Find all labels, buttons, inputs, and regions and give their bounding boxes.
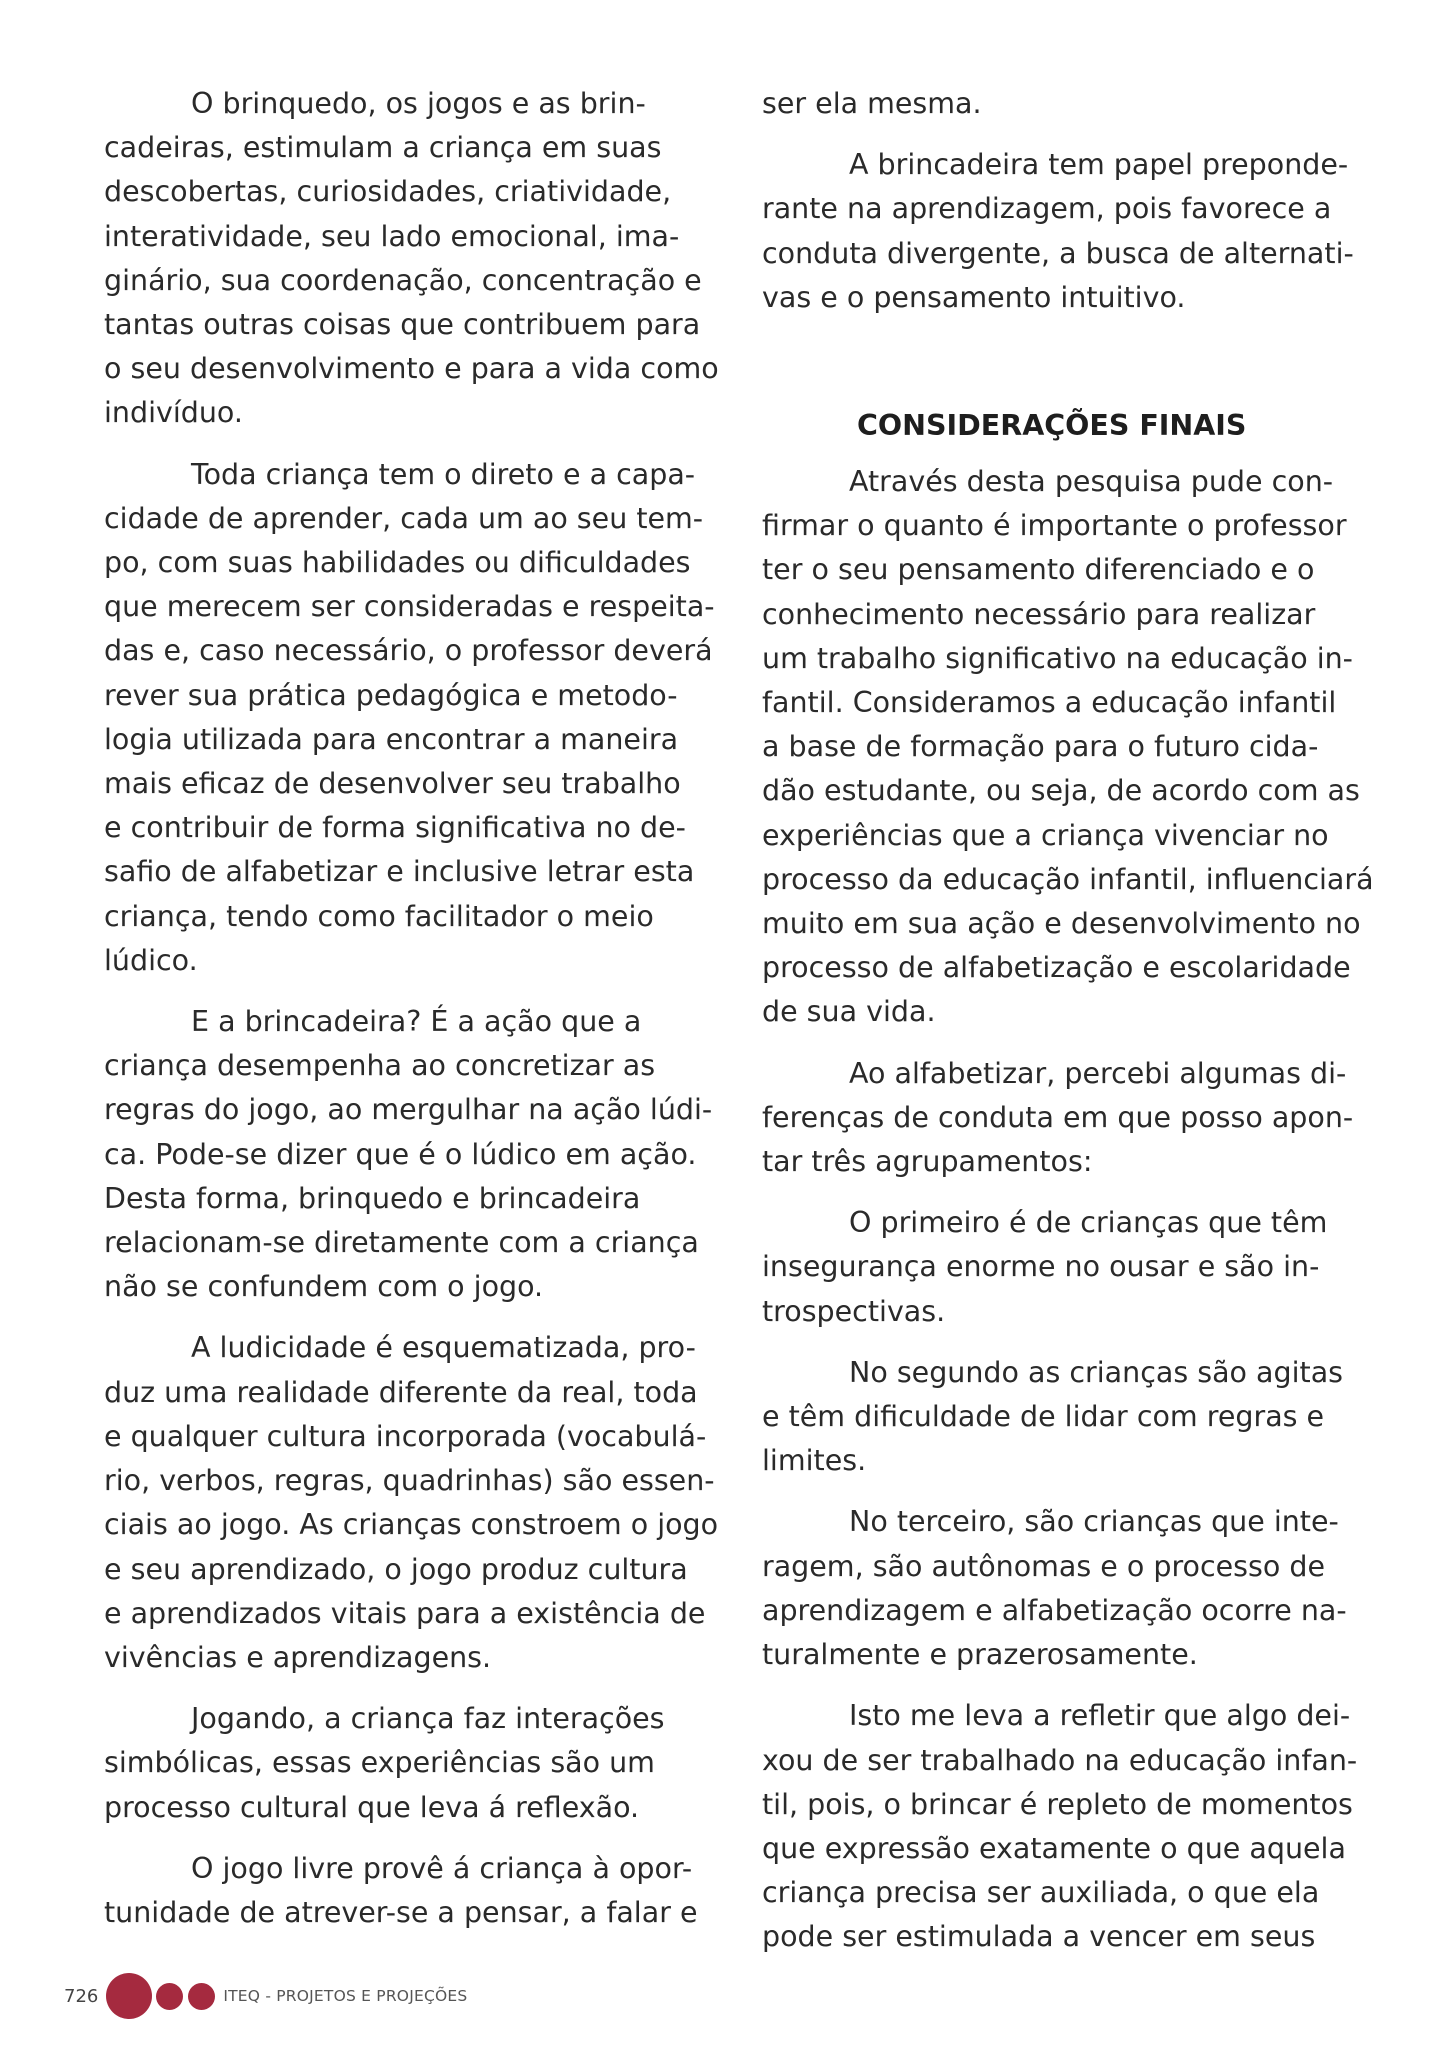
text-line: que expressão exatamente o que aquela bbox=[762, 1831, 1346, 1865]
text-line: indivíduo. bbox=[104, 396, 243, 430]
text-line: cidade de aprender, cada um ao seu tem- bbox=[104, 501, 704, 535]
text-line: a base de formação para o futuro cida- bbox=[762, 730, 1319, 764]
body-paragraph bbox=[762, 1500, 1362, 1677]
text-line: lúdico. bbox=[104, 943, 198, 977]
text-line: No segundo as crianças são agitas bbox=[849, 1355, 1344, 1389]
text-line: rante na aprendizagem, pois favorece a bbox=[762, 192, 1332, 226]
text-line: safio de alfabetizar e inclusive letrar esta bbox=[104, 855, 695, 889]
decorative-dot-small bbox=[188, 1983, 215, 2010]
text-line: O jogo livre provê á criança à opor- bbox=[191, 1851, 693, 1885]
text-line: interatividade, seu lado emocional, ima- bbox=[104, 219, 680, 253]
left-column bbox=[104, 82, 719, 1952]
text-line: aprendizagem e alfabetização ocorre na- bbox=[762, 1593, 1347, 1627]
text-line: processo de alfabetização e escolaridade bbox=[762, 951, 1351, 985]
text-line: dão estudante, ou seja, de acordo com as bbox=[762, 774, 1360, 808]
body-paragraph bbox=[762, 460, 1374, 1035]
text-line: criança, tendo como facilitador o meio bbox=[104, 899, 654, 933]
body-paragraph bbox=[104, 1697, 704, 1830]
text-line: insegurança enorme no ousar e são in- bbox=[762, 1250, 1320, 1284]
text-line: pode ser estimulada a vencer em seus bbox=[762, 1920, 1316, 1954]
text-line: cadeiras, estimulam a criança em suas bbox=[104, 131, 662, 165]
text-line: Toda criança tem o direto e a capa- bbox=[191, 457, 696, 491]
text-line: Jogando, a criança faz interações bbox=[191, 1702, 665, 1736]
text-line: ragem, são autônomas e o processo de bbox=[762, 1549, 1326, 1583]
right-column bbox=[762, 82, 1374, 1977]
body-paragraph bbox=[104, 1326, 719, 1680]
text-line: ginário, sua coordenação, concentração e bbox=[104, 263, 702, 297]
text-line: rever sua prática pedagógica e metodo- bbox=[104, 678, 678, 712]
text-line: processo cultural que leva á reflexão. bbox=[104, 1790, 640, 1824]
text-line: Desta forma, brinquedo e brincadeira bbox=[104, 1181, 641, 1215]
text-line: O brinquedo, os jogos e as brin- bbox=[191, 87, 646, 120]
text-line: A ludicidade é esquematizada, pro- bbox=[191, 1331, 696, 1365]
text-line: processo da educação infantil, influenciará bbox=[762, 862, 1374, 896]
body-paragraph bbox=[762, 1694, 1362, 1959]
text-line: til, pois, o brincar é repleto de momentos bbox=[762, 1787, 1353, 1821]
body-paragraph bbox=[104, 453, 715, 983]
text-line: trospectivas. bbox=[762, 1294, 946, 1328]
text-line: e aprendizados vitais para a existência de bbox=[104, 1596, 706, 1630]
text-line: No terceiro, são crianças que inte- bbox=[849, 1505, 1339, 1539]
text-line: mais eficaz de desenvolver seu trabalho bbox=[104, 767, 681, 801]
text-line: descobertas, curiosidades, criatividade, bbox=[104, 175, 672, 209]
text-line: xou de ser trabalhado na educação infan- bbox=[762, 1743, 1358, 1777]
text-line: vas e o pensamento intuitivo. bbox=[762, 280, 1186, 314]
text-line: E a brincadeira? É a ação que a bbox=[191, 1005, 642, 1039]
text-line: tantas outras coisas que contribuem para bbox=[104, 308, 701, 342]
text-line: um trabalho significativo na educação in- bbox=[762, 641, 1353, 675]
body-paragraph bbox=[762, 1052, 1362, 1185]
text-line: po, com suas habilidades ou dificuldades bbox=[104, 546, 691, 580]
text-line: ser ela mesma. bbox=[762, 87, 982, 120]
text-line: fantil. Consideramos a educação infantil bbox=[762, 686, 1337, 720]
text-line: simbólicas, essas experiências são um bbox=[104, 1746, 655, 1780]
text-line: criança precisa ser auxiliada, o que ela bbox=[762, 1876, 1320, 1910]
body-paragraph bbox=[104, 1000, 713, 1309]
text-line: experiências que a criança vivenciar no bbox=[762, 818, 1329, 852]
text-line: criança desempenha ao concretizar as bbox=[104, 1049, 656, 1083]
text-line: rio, verbos, regras, quadrinhas) são essen- bbox=[104, 1464, 715, 1498]
text-line: muito em sua ação e desenvolvimento no bbox=[762, 907, 1361, 941]
body-paragraph bbox=[104, 1847, 704, 1935]
text-line: o seu desenvolvimento e para a vida como bbox=[104, 352, 719, 386]
decorative-dot-small bbox=[156, 1983, 183, 2010]
text-line: turalmente e prazerosamente. bbox=[762, 1638, 1198, 1672]
body-paragraph bbox=[762, 1351, 1362, 1484]
text-line: limites. bbox=[762, 1444, 867, 1478]
text-line: ciais ao jogo. As crianças constroem o jogo bbox=[104, 1508, 719, 1542]
body-paragraph bbox=[762, 1201, 1362, 1334]
body-paragraph bbox=[104, 82, 719, 436]
text-line: regras do jogo, ao mergulhar na ação lúdi- bbox=[104, 1093, 713, 1127]
decorative-dot-large bbox=[106, 1973, 152, 2019]
text-line: tunidade de atrever-se a pensar, a falar e bbox=[104, 1895, 698, 1929]
text-line: Isto me leva a refletir que algo dei- bbox=[849, 1699, 1351, 1733]
page-footer bbox=[64, 1968, 467, 2024]
text-line: ter o seu pensamento diferenciado e o bbox=[762, 553, 1315, 587]
text-line: ferenças de conduta em que posso apon- bbox=[762, 1100, 1354, 1134]
section-heading: CONSIDERAÇÕES FINAIS bbox=[857, 409, 1247, 443]
publication-name: ITEQ - PROJETOS E PROJEÇÕES bbox=[223, 1987, 468, 2005]
text-line: vivências e aprendizagens. bbox=[104, 1640, 492, 1674]
text-line: e seu aprendizado, o jogo produz cultura bbox=[104, 1552, 688, 1586]
text-line: A brincadeira tem papel preponde- bbox=[849, 148, 1349, 182]
text-line: e têm dificuldade de lidar com regras e bbox=[762, 1400, 1325, 1434]
text-line: tar três agrupamentos: bbox=[762, 1145, 1093, 1179]
text-line: que merecem ser consideradas e respeita- bbox=[104, 590, 715, 624]
text-line: conhecimento necessário para realizar bbox=[762, 597, 1316, 631]
text-line: firmar o quanto é importante o professor bbox=[762, 509, 1347, 543]
text-line: não se confundem com o jogo. bbox=[104, 1270, 544, 1304]
text-line: e contribuir de forma significativa no de- bbox=[104, 811, 686, 845]
text-line: duz uma realidade diferente da real, toda bbox=[104, 1375, 698, 1409]
text-line: Ao alfabetizar, percebi algumas di- bbox=[849, 1056, 1347, 1090]
text-line: relacionam-se diretamente com a criança bbox=[104, 1226, 699, 1260]
text-line: conduta divergente, a busca de alternati- bbox=[762, 236, 1354, 270]
text-line: Através desta pesquisa pude con- bbox=[849, 465, 1334, 499]
text-line: ca. Pode-se dizer que é o lúdico em ação. bbox=[104, 1137, 697, 1171]
text-line: de sua vida. bbox=[762, 995, 936, 1029]
text-line: O primeiro é de crianças que têm bbox=[849, 1206, 1328, 1240]
body-paragraph bbox=[762, 143, 1362, 320]
text-line: logia utilizada para encontrar a maneira bbox=[104, 722, 679, 756]
text-line: e qualquer cultura incorporada (vocabulá- bbox=[104, 1419, 707, 1453]
text-line: das e, caso necessário, o professor deverá bbox=[104, 634, 713, 668]
body-paragraph bbox=[762, 82, 1362, 126]
page-number: 726 bbox=[64, 1985, 99, 2007]
